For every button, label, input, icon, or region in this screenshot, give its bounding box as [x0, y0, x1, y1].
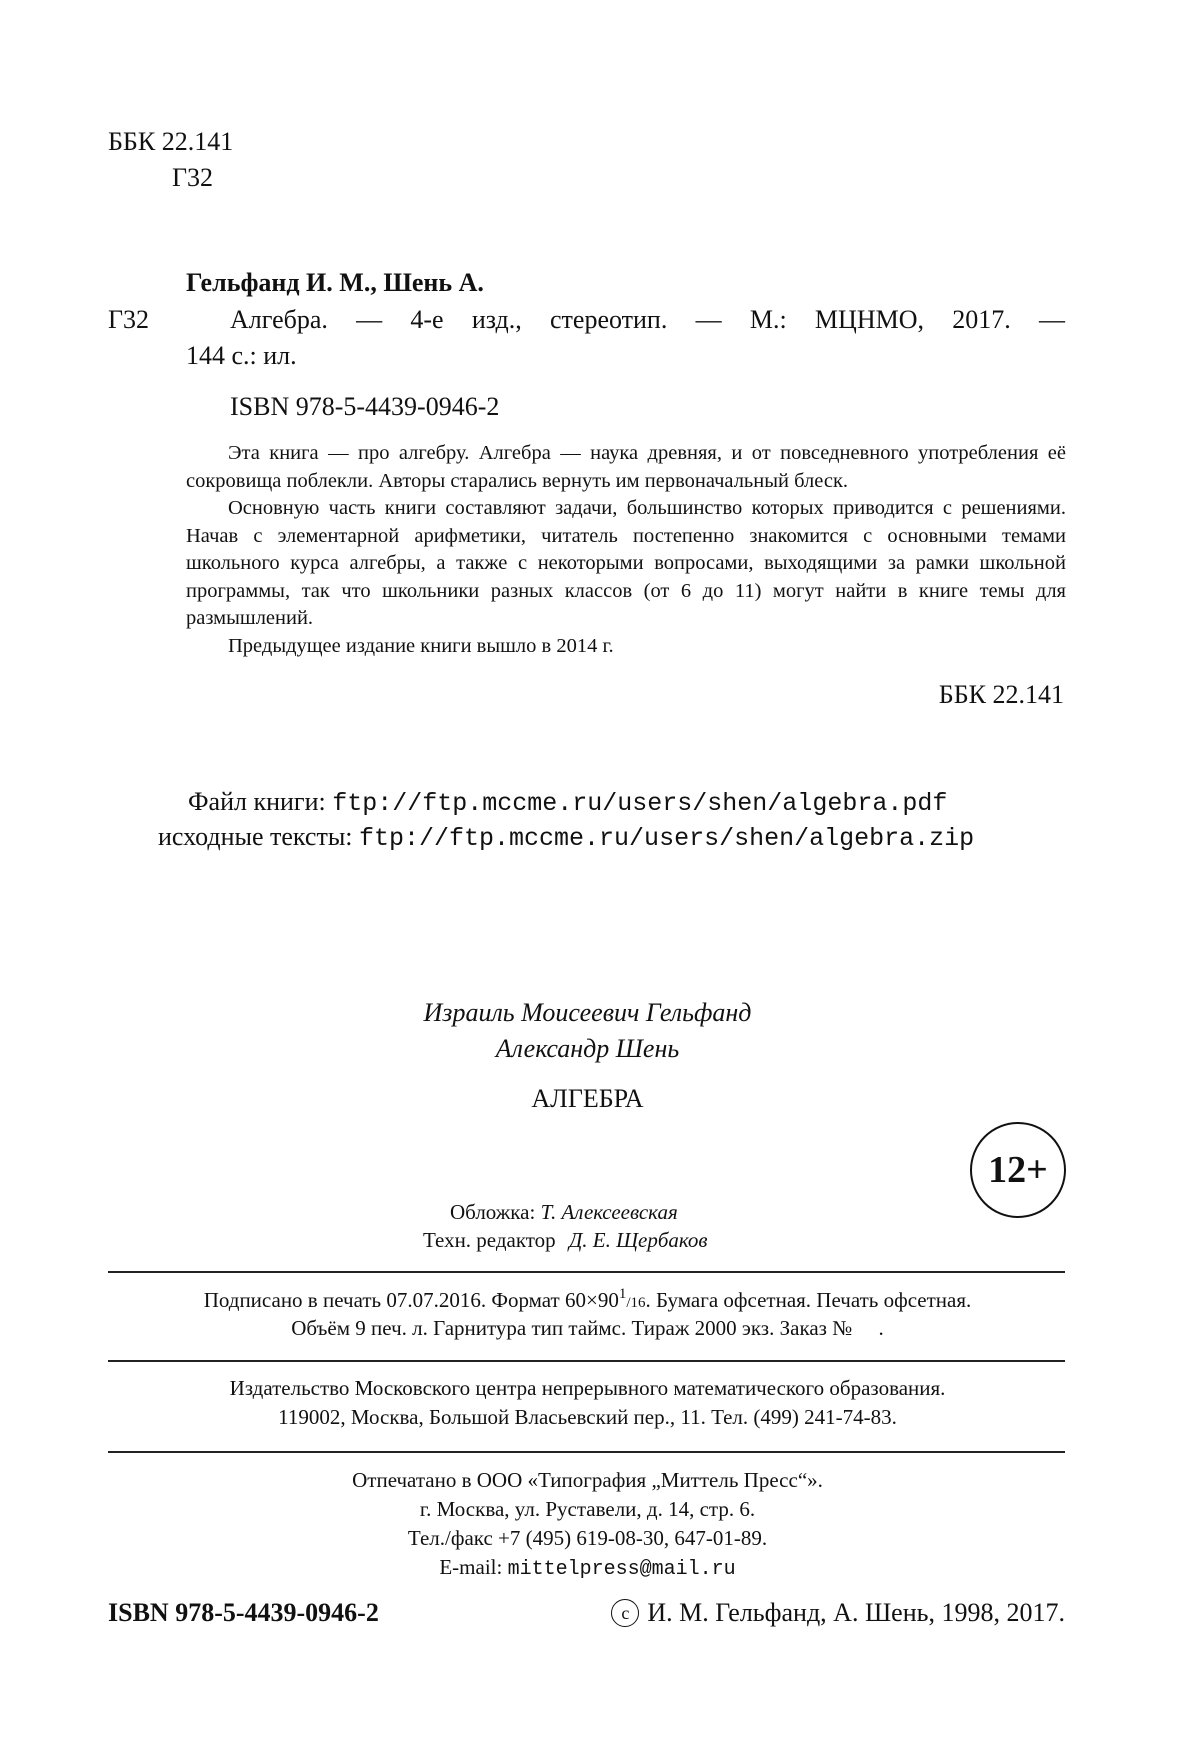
catalog-line2: 144 с.: ил.	[186, 341, 297, 371]
print-info-line-2: Объём 9 печ. л. Гарнитура тип таймс. Тираж 2000 экз. Заказ № .	[110, 1316, 1065, 1341]
cover-credit-label: Обложка:	[450, 1200, 535, 1224]
print-info-line-1-a: Подписано в печать 07.07.2016. Формат 60×90	[204, 1288, 619, 1312]
cover-credit	[450, 1200, 678, 1225]
author-mark-top: Г32	[172, 163, 213, 193]
publisher-line-2: 119002, Москва, Большой Власьевский пер., 11. Тел. (499) 241-74-83.	[110, 1405, 1065, 1430]
annotation	[186, 440, 1066, 660]
printer-email-line	[110, 1555, 1065, 1581]
editor-credit-label: Техн. редактор	[423, 1228, 556, 1252]
author-1-name: Израиль Моисеевич Гельфанд	[110, 998, 1065, 1028]
author-2-name: Александр Шень	[110, 1034, 1065, 1064]
editor-credit	[423, 1228, 708, 1253]
annotation-paragraph-1: Эта книга — про алгебру. Алгебра — наука древняя, и от повседневного употребления её сокровища поблекли. Авторы старались вернуть им первоначальный блеск.	[186, 440, 1066, 495]
bbk-code-bottom: ББК 22.141	[939, 680, 1064, 710]
annotation-paragraph-3: Предыдущее издание книги вышло в 2014 г.	[186, 633, 1066, 661]
source-file-line	[158, 822, 974, 853]
catalog-mark: Г32	[108, 305, 149, 335]
print-info-line-1-b: . Бумага офсетная. Печать офсетная.	[646, 1288, 972, 1312]
footer-copyright	[611, 1598, 1065, 1628]
book-file-line	[188, 787, 947, 818]
book-file-label: Файл книги:	[188, 787, 326, 816]
source-file-link[interactable]: ftp://ftp.mccme.ru/users/shen/algebra.zip	[359, 824, 974, 853]
publisher-line-1: Издательство Московского центра непрерывного математического образования.	[110, 1376, 1065, 1401]
cover-credit-name: Т. Алексеевская	[541, 1200, 678, 1224]
source-file-label: исходные тексты:	[158, 822, 353, 851]
footer-copyright-text: И. М. Гельфанд, А. Шень, 1998, 2017.	[647, 1598, 1065, 1627]
copyright-icon: c	[611, 1599, 639, 1627]
book-title: АЛГЕБРА	[110, 1084, 1065, 1114]
format-fraction-numerator: 1	[619, 1286, 627, 1302]
format-fraction-denominator: /16	[626, 1295, 645, 1311]
printer-email-label: E-mail:	[439, 1555, 502, 1579]
print-info-line-1	[110, 1286, 1065, 1313]
catalog-line1: Алгебра. — 4-е изд., стереотип. — М.: МЦНМО, 2017. —	[230, 305, 1065, 335]
catalog-isbn: ISBN 978-5-4439-0946-2	[230, 392, 499, 422]
annotation-paragraph-2: Основную часть книги составляют задачи, большинство которых приводится с решениями. Начав с элементарной арифметики, читатель постепенно знакомится с основными темами школьного курса алгебры, а также с некоторыми вопросами, выходящими за рамки школьной программы, так что школьники разных классов (от 6 до 11) могут найти в книге темы для размышлений.	[186, 495, 1066, 633]
bbk-code-top: ББК 22.141	[108, 127, 233, 157]
divider-1	[108, 1271, 1065, 1273]
printer-email[interactable]: mittelpress@mail.ru	[508, 1558, 736, 1581]
divider-3	[108, 1451, 1065, 1453]
footer-isbn: ISBN 978-5-4439-0946-2	[108, 1598, 379, 1628]
catalog-authors: Гельфанд И. М., Шень А.	[186, 268, 484, 298]
book-file-link[interactable]: ftp://ftp.mccme.ru/users/shen/algebra.pdf	[332, 789, 947, 818]
printer-line-2: г. Москва, ул. Руставели, д. 14, стр. 6.	[110, 1497, 1065, 1522]
printer-line-1: Отпечатано в ООО «Типография „Миттель Пресс“».	[110, 1468, 1065, 1493]
age-rating-badge: 12+	[970, 1122, 1066, 1218]
divider-2	[108, 1360, 1065, 1362]
editor-credit-name: Д. Е. Щербаков	[569, 1228, 708, 1252]
printer-line-3: Тел./факс +7 (495) 619-08-30, 647-01-89.	[110, 1526, 1065, 1551]
